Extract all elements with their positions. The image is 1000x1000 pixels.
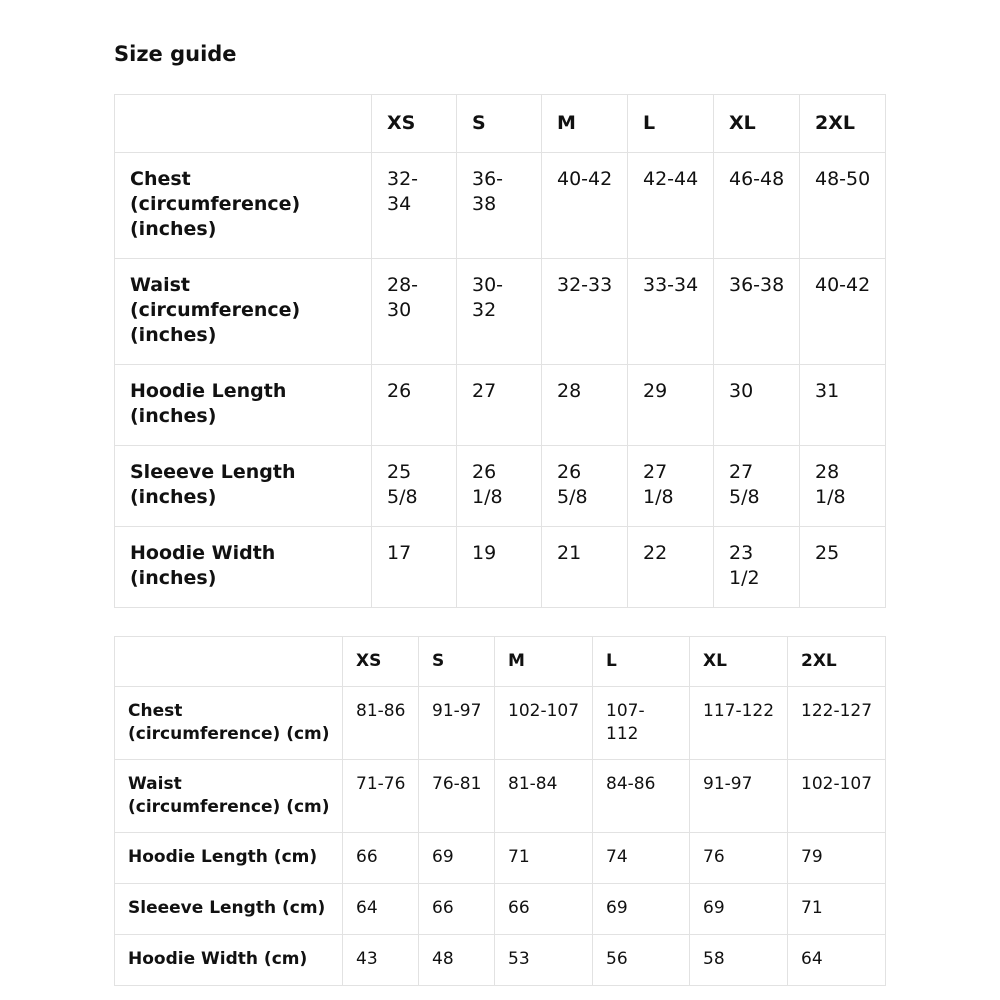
table-row [115, 446, 886, 527]
table-cell: 23 1/2 [714, 527, 800, 608]
table-cell: 29 [628, 365, 714, 446]
table-cell: 43 [343, 935, 419, 986]
header-row [115, 95, 886, 153]
size-table-inches [114, 94, 886, 608]
table-cell: 66 [419, 884, 495, 935]
table-cell: 79 [788, 833, 886, 884]
table-cell: 21 [542, 527, 628, 608]
table-cell: 64 [788, 935, 886, 986]
table-cell: 31 [800, 365, 886, 446]
table-cell: 53 [495, 935, 593, 986]
table-row [115, 760, 886, 833]
table-cell: 25 [800, 527, 886, 608]
corner-cell [115, 95, 372, 153]
row-label-sleeve-length: Sleeeve Length (cm) [115, 884, 343, 935]
table-row [115, 687, 886, 760]
table-cell: 26 [372, 365, 457, 446]
table-cell: 25 5/8 [372, 446, 457, 527]
size-header-xl: XL [690, 637, 788, 687]
table-cell: 76 [690, 833, 788, 884]
corner-cell [115, 637, 343, 687]
size-header-xs: XS [343, 637, 419, 687]
row-label-waist: Waist (circumference) (inches) [115, 259, 372, 365]
table-cell: 117-122 [690, 687, 788, 760]
table-cell: 32-34 [372, 153, 457, 259]
table-cell: 27 5/8 [714, 446, 800, 527]
table-cell: 74 [593, 833, 690, 884]
table-cell: 27 1/8 [628, 446, 714, 527]
table-cell: 17 [372, 527, 457, 608]
table-cell: 28 [542, 365, 628, 446]
table-cell: 27 [457, 365, 542, 446]
table-row [115, 259, 886, 365]
table-cell: 76-81 [419, 760, 495, 833]
size-header-m: M [495, 637, 593, 687]
table-cell: 107-112 [593, 687, 690, 760]
table-cell: 30 [714, 365, 800, 446]
row-label-hoodie-length: Hoodie Length (cm) [115, 833, 343, 884]
size-header-s: S [457, 95, 542, 153]
table-cell: 28-30 [372, 259, 457, 365]
size-header-xs: XS [372, 95, 457, 153]
row-label-waist: Waist (circumference) (cm) [115, 760, 343, 833]
table-cell: 46-48 [714, 153, 800, 259]
row-label-chest: Chest (circumference) (cm) [115, 687, 343, 760]
table-cell: 102-107 [495, 687, 593, 760]
table-row [115, 833, 886, 884]
table-cell: 91-97 [690, 760, 788, 833]
size-header-s: S [419, 637, 495, 687]
table-cell: 81-84 [495, 760, 593, 833]
size-header-2xl: 2XL [800, 95, 886, 153]
table-cell: 26 5/8 [542, 446, 628, 527]
table-cell: 58 [690, 935, 788, 986]
row-label-sleeve-length: Sleeeve Length (inches) [115, 446, 372, 527]
table-row [115, 527, 886, 608]
table-cell: 69 [690, 884, 788, 935]
table-cell: 81-86 [343, 687, 419, 760]
table-cell: 122-127 [788, 687, 886, 760]
size-header-xl: XL [714, 95, 800, 153]
table-cell: 40-42 [800, 259, 886, 365]
table-cell: 64 [343, 884, 419, 935]
table-cell: 102-107 [788, 760, 886, 833]
table-cell: 66 [495, 884, 593, 935]
table-cell: 40-42 [542, 153, 628, 259]
table-cell: 91-97 [419, 687, 495, 760]
size-header-2xl: 2XL [788, 637, 886, 687]
table-cell: 32-33 [542, 259, 628, 365]
size-header-m: M [542, 95, 628, 153]
table-row [115, 153, 886, 259]
table-cell: 33-34 [628, 259, 714, 365]
table-cell: 30-32 [457, 259, 542, 365]
table-cell: 71-76 [343, 760, 419, 833]
table-cell: 48-50 [800, 153, 886, 259]
table-row [115, 884, 886, 935]
row-label-hoodie-width: Hoodie Width (cm) [115, 935, 343, 986]
table-cell: 84-86 [593, 760, 690, 833]
table-cell: 28 1/8 [800, 446, 886, 527]
table-cell: 69 [593, 884, 690, 935]
table-cell: 69 [419, 833, 495, 884]
table-cell: 26 1/8 [457, 446, 542, 527]
row-label-hoodie-width: Hoodie Width (inches) [115, 527, 372, 608]
table-row [115, 935, 886, 986]
row-label-chest: Chest (circumference) (inches) [115, 153, 372, 259]
size-header-l: L [593, 637, 690, 687]
page-title: Size guide [114, 42, 237, 66]
table-row [115, 365, 886, 446]
table-cell: 36-38 [714, 259, 800, 365]
header-row [115, 637, 886, 687]
table-cell: 56 [593, 935, 690, 986]
table-cell: 19 [457, 527, 542, 608]
table-cell: 42-44 [628, 153, 714, 259]
table-cell: 48 [419, 935, 495, 986]
table-cell: 71 [788, 884, 886, 935]
size-header-l: L [628, 95, 714, 153]
table-cell: 36-38 [457, 153, 542, 259]
table-cell: 22 [628, 527, 714, 608]
row-label-hoodie-length: Hoodie Length (inches) [115, 365, 372, 446]
size-table-cm [114, 636, 886, 986]
table-cell: 66 [343, 833, 419, 884]
table-cell: 71 [495, 833, 593, 884]
